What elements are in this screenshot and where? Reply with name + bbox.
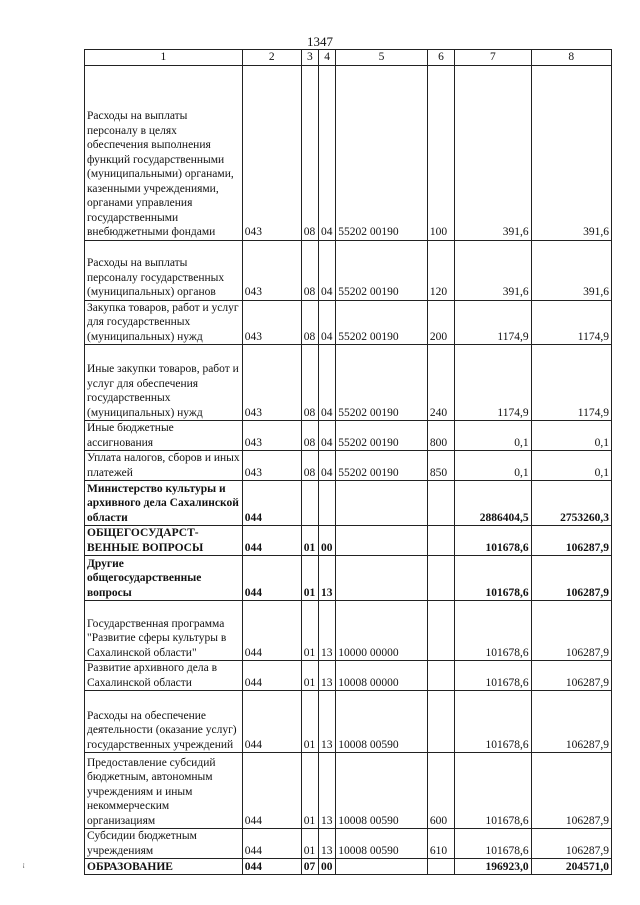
row-amount-year1: 0,1 xyxy=(455,421,531,451)
row-name: ОБЩЕГОСУДАРСТ-ВЕННЫЕ ВОПРОСЫ xyxy=(85,526,243,556)
row-name: Другие общегосударственные вопросы xyxy=(85,556,243,601)
row-subsection: 04 xyxy=(318,65,335,240)
row-amount-year2: 391,6 xyxy=(531,65,611,240)
row-subsection: 00 xyxy=(318,859,335,875)
margin-scribble: ꜟ xyxy=(22,862,26,873)
table-row xyxy=(85,451,612,481)
row-name: Расходы на выплаты персоналу государственных (муниципальных) органов xyxy=(85,240,243,300)
row-amount-year2: 106287,9 xyxy=(531,556,611,601)
column-header-row xyxy=(85,50,612,66)
table-row xyxy=(85,829,612,859)
row-amount-year2: 0,1 xyxy=(531,451,611,481)
table-row xyxy=(85,753,612,829)
table-row xyxy=(85,859,612,875)
row-section: 01 xyxy=(301,526,318,556)
table-row xyxy=(85,661,612,691)
row-subsection: 04 xyxy=(318,421,335,451)
row-target-article: 55202 00190 xyxy=(336,421,428,451)
row-target-article: 10008 00590 xyxy=(336,691,428,753)
table-row xyxy=(85,601,612,661)
row-amount-year1: 101678,6 xyxy=(455,661,531,691)
row-section: 08 xyxy=(301,240,318,300)
row-amount-year2: 391,6 xyxy=(531,240,611,300)
row-expense-type: 240 xyxy=(427,345,454,421)
row-admin-code: 044 xyxy=(242,601,301,661)
row-expense-type xyxy=(427,481,454,526)
row-amount-year1: 101678,6 xyxy=(455,829,531,859)
row-amount-year2: 204571,0 xyxy=(531,859,611,875)
row-expense-type xyxy=(427,526,454,556)
row-amount-year1: 101678,6 xyxy=(455,691,531,753)
row-expense-type xyxy=(427,691,454,753)
row-target-article: 55202 00190 xyxy=(336,300,428,345)
row-admin-code: 043 xyxy=(242,421,301,451)
row-target-article: 10008 00590 xyxy=(336,753,428,829)
row-name: Уплата налогов, сборов и иных платежей xyxy=(85,451,243,481)
budget-table xyxy=(84,49,612,875)
row-target-article xyxy=(336,481,428,526)
row-amount-year1: 1174,9 xyxy=(455,345,531,421)
row-expense-type: 600 xyxy=(427,753,454,829)
row-amount-year2: 1174,9 xyxy=(531,345,611,421)
table-row xyxy=(85,481,612,526)
row-expense-type xyxy=(427,556,454,601)
table-row xyxy=(85,345,612,421)
row-expense-type xyxy=(427,601,454,661)
row-name: Государственная программа "Развитие сферы культуры в Сахалинской области" xyxy=(85,601,243,661)
row-expense-type: 120 xyxy=(427,240,454,300)
row-target-article: 55202 00190 xyxy=(336,345,428,421)
row-amount-year2: 106287,9 xyxy=(531,601,611,661)
table-row xyxy=(85,421,612,451)
row-name: Расходы на обеспечение деятельности (оказание услуг) государственных учреждений xyxy=(85,691,243,753)
row-expense-type xyxy=(427,661,454,691)
row-section: 08 xyxy=(301,451,318,481)
row-target-article xyxy=(336,556,428,601)
row-amount-year1: 101678,6 xyxy=(455,601,531,661)
row-admin-code: 043 xyxy=(242,240,301,300)
row-target-article: 55202 00190 xyxy=(336,451,428,481)
row-section: 08 xyxy=(301,65,318,240)
col-header-7: 7 xyxy=(455,50,531,66)
row-expense-type xyxy=(427,859,454,875)
row-expense-type: 800 xyxy=(427,421,454,451)
row-name: Закупка товаров, работ и услуг для государственных (муниципальных) нужд xyxy=(85,300,243,345)
row-expense-type: 100 xyxy=(427,65,454,240)
row-amount-year2: 0,1 xyxy=(531,421,611,451)
row-amount-year1: 391,6 xyxy=(455,240,531,300)
table-row xyxy=(85,526,612,556)
row-subsection: 13 xyxy=(318,753,335,829)
row-name: Министерство культуры и архивного дела Сахалинской области xyxy=(85,481,243,526)
row-expense-type: 610 xyxy=(427,829,454,859)
row-subsection: 13 xyxy=(318,556,335,601)
row-name: ОБРАЗОВАНИЕ xyxy=(85,859,243,875)
row-section xyxy=(301,481,318,526)
row-subsection: 04 xyxy=(318,240,335,300)
row-section: 01 xyxy=(301,601,318,661)
row-amount-year2: 106287,9 xyxy=(531,661,611,691)
table-row xyxy=(85,65,612,240)
row-expense-type: 850 xyxy=(427,451,454,481)
table-row xyxy=(85,240,612,300)
col-header-3: 3 xyxy=(301,50,318,66)
row-amount-year1: 0,1 xyxy=(455,451,531,481)
table-row xyxy=(85,556,612,601)
row-name: Предоставление субсидий бюджетным, автономным учреждениям и иным некоммерческим организациям xyxy=(85,753,243,829)
row-amount-year2: 106287,9 xyxy=(531,829,611,859)
col-header-5: 5 xyxy=(336,50,428,66)
row-amount-year2: 106287,9 xyxy=(531,753,611,829)
row-admin-code: 044 xyxy=(242,556,301,601)
row-admin-code: 044 xyxy=(242,691,301,753)
row-target-article xyxy=(336,859,428,875)
row-amount-year1: 101678,6 xyxy=(455,753,531,829)
row-section: 01 xyxy=(301,556,318,601)
row-section: 01 xyxy=(301,829,318,859)
row-admin-code: 043 xyxy=(242,345,301,421)
row-name: Субсидии бюджетным учреждениям xyxy=(85,829,243,859)
row-subsection: 00 xyxy=(318,526,335,556)
col-header-1: 1 xyxy=(85,50,243,66)
row-section: 08 xyxy=(301,421,318,451)
row-section: 08 xyxy=(301,300,318,345)
col-header-8: 8 xyxy=(531,50,611,66)
row-section: 07 xyxy=(301,859,318,875)
col-header-2: 2 xyxy=(242,50,301,66)
row-amount-year1: 101678,6 xyxy=(455,556,531,601)
row-admin-code: 044 xyxy=(242,859,301,875)
row-subsection: 04 xyxy=(318,451,335,481)
row-expense-type: 200 xyxy=(427,300,454,345)
row-amount-year2: 1174,9 xyxy=(531,300,611,345)
row-name: Развитие архивного дела в Сахалинской области xyxy=(85,661,243,691)
row-subsection: 04 xyxy=(318,345,335,421)
row-amount-year1: 391,6 xyxy=(455,65,531,240)
row-target-article: 55202 00190 xyxy=(336,65,428,240)
row-target-article xyxy=(336,526,428,556)
row-admin-code: 043 xyxy=(242,65,301,240)
row-subsection: 13 xyxy=(318,691,335,753)
row-subsection: 13 xyxy=(318,661,335,691)
row-name: Иные бюджетные ассигнования xyxy=(85,421,243,451)
row-admin-code: 044 xyxy=(242,661,301,691)
row-amount-year2: 106287,9 xyxy=(531,691,611,753)
col-header-4: 4 xyxy=(318,50,335,66)
row-subsection xyxy=(318,481,335,526)
row-target-article: 55202 00190 xyxy=(336,240,428,300)
row-admin-code: 044 xyxy=(242,829,301,859)
row-target-article: 10008 00590 xyxy=(336,829,428,859)
row-amount-year2: 2753260,3 xyxy=(531,481,611,526)
row-section: 01 xyxy=(301,661,318,691)
row-admin-code: 044 xyxy=(242,481,301,526)
row-amount-year1: 101678,6 xyxy=(455,526,531,556)
row-section: 08 xyxy=(301,345,318,421)
row-target-article: 10000 00000 xyxy=(336,601,428,661)
row-name: Расходы на выплаты персоналу в целях обеспечения выполнения функций государственными (муниципальными) органами, казенными учреждениями, органами управления государственными внебюджетными фондами xyxy=(85,65,243,240)
row-admin-code: 043 xyxy=(242,451,301,481)
row-amount-year1: 196923,0 xyxy=(455,859,531,875)
row-target-article: 10008 00000 xyxy=(336,661,428,691)
page-number: 1347 xyxy=(307,34,333,49)
row-amount-year1: 2886404,5 xyxy=(455,481,531,526)
table-row xyxy=(85,300,612,345)
row-admin-code: 044 xyxy=(242,753,301,829)
row-amount-year1: 1174,9 xyxy=(455,300,531,345)
row-amount-year2: 106287,9 xyxy=(531,526,611,556)
row-section: 01 xyxy=(301,691,318,753)
col-header-6: 6 xyxy=(427,50,454,66)
row-admin-code: 044 xyxy=(242,526,301,556)
table-row xyxy=(85,691,612,753)
row-admin-code: 043 xyxy=(242,300,301,345)
row-name: Иные закупки товаров, работ и услуг для обеспечения государственных (муниципальных) нужд xyxy=(85,345,243,421)
row-subsection: 04 xyxy=(318,300,335,345)
row-subsection: 13 xyxy=(318,601,335,661)
row-subsection: 13 xyxy=(318,829,335,859)
row-section: 01 xyxy=(301,753,318,829)
